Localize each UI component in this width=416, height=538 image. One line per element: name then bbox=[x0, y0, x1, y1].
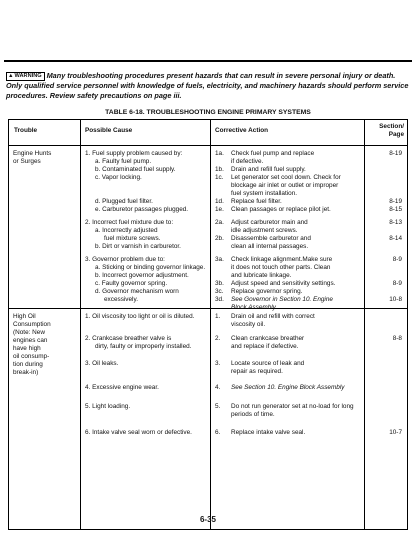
table-caption: TABLE 6-18. TROUBLESHOOTING ENGINE PRIMARY SYSTEMS bbox=[105, 109, 311, 116]
trouble-text: or Surges bbox=[13, 158, 41, 165]
action-text: Locate source of leak and bbox=[231, 360, 305, 367]
action-id: 4. bbox=[215, 384, 221, 391]
action-id: 1a. bbox=[215, 150, 224, 157]
header-page: Page bbox=[388, 131, 404, 138]
action-text: blockage air inlet or outlet or improper bbox=[231, 182, 339, 189]
cause-item: excessively. bbox=[104, 296, 138, 303]
cause-item: d. Governor mechanism worn bbox=[95, 288, 179, 295]
header-possible-cause: Possible Cause bbox=[85, 127, 133, 134]
action-text: Check fuel pump and replace bbox=[231, 150, 315, 157]
action-id: 1e. bbox=[215, 206, 224, 213]
cause-item: a. Sticking or binding governor linkage. bbox=[95, 264, 206, 271]
trouble-text: break-in) bbox=[13, 369, 39, 376]
warning-badge-label: WARNING bbox=[14, 73, 42, 79]
cause-item: 1. Fuel supply problem caused by: bbox=[85, 150, 183, 157]
action-id: 1. bbox=[215, 313, 221, 320]
warning-text: Many troubleshooting procedures present hazards that can result in severe personal injury or death. Only qualified service personnel with knowledge of fuels, electricity, and machinery hazards should perform service procedures. Review safety precautions on page iii. bbox=[6, 71, 409, 100]
cause-item: 2. Incorrect fuel mixture due to: bbox=[85, 219, 174, 226]
trouble-text: engines can bbox=[13, 337, 48, 344]
action-id: 2. bbox=[215, 335, 221, 342]
action-text: repair as required. bbox=[231, 368, 283, 375]
action-id: 3b. bbox=[215, 280, 224, 287]
action-text: Check linkage alignment.Make sure bbox=[231, 256, 333, 263]
action-text: Adjust carburetor main and bbox=[231, 219, 308, 226]
action-text: Replace fuel filter. bbox=[231, 198, 282, 205]
action-text: Drain oil and refill with correct bbox=[231, 313, 315, 320]
cause-item: 3. Oil leaks. bbox=[85, 360, 119, 367]
section-page: 8-15 bbox=[389, 206, 402, 213]
warning-badge bbox=[6, 72, 45, 81]
action-text: Clean crankcase breather bbox=[231, 335, 305, 342]
section-page: 8-19 bbox=[389, 198, 402, 205]
action-text: See Governor in Section 10. Engine bbox=[231, 296, 333, 303]
action-id: 6. bbox=[215, 429, 221, 436]
action-text: idle adjustment screws. bbox=[231, 227, 298, 234]
row-divider bbox=[9, 308, 407, 309]
cause-item: 6. Intake valve seal worn or defective. bbox=[85, 429, 192, 436]
action-id: 1d. bbox=[215, 198, 224, 205]
cause-item: b. Dirt or varnish in carburetor. bbox=[95, 243, 181, 250]
top-rule bbox=[4, 60, 412, 62]
action-id: 5. bbox=[215, 403, 221, 410]
action-text: Adjust speed and sensitivity settings. bbox=[231, 280, 336, 287]
cause-item: e. Carburetor passages plugged. bbox=[95, 206, 189, 213]
action-text: Replace governor spring. bbox=[231, 288, 303, 295]
section-page: 8-14 bbox=[389, 235, 402, 242]
action-text: viscosity oil. bbox=[231, 321, 266, 328]
cause-item: a. Incorrectly adjusted bbox=[95, 227, 158, 234]
trouble-text: tion during bbox=[13, 361, 43, 368]
action-id: 2b. bbox=[215, 235, 224, 242]
section-page: 10-7 bbox=[389, 429, 402, 436]
action-text: and lubricate linkage. bbox=[231, 272, 292, 279]
header-trouble: Trouble bbox=[14, 127, 38, 134]
action-text: See Section 10. Engine Block Assembly bbox=[231, 384, 345, 391]
action-id: 1c. bbox=[215, 174, 224, 181]
trouble-text: Consumption bbox=[13, 321, 51, 328]
trouble-text: oil consump- bbox=[13, 353, 50, 360]
section-page: 10-8 bbox=[389, 296, 402, 303]
action-text: Do not run generator set at no-load for long bbox=[231, 403, 354, 410]
action-id: 3d. bbox=[215, 296, 224, 303]
column-divider bbox=[80, 120, 81, 529]
column-divider bbox=[210, 120, 211, 529]
section-page: 8-13 bbox=[389, 219, 402, 226]
section-page: 8-9 bbox=[392, 256, 402, 263]
action-text: and replace if defective. bbox=[231, 343, 299, 350]
action-text: Let generator set cool down. Check for bbox=[231, 174, 341, 181]
action-text: Replace intake valve seal. bbox=[231, 429, 306, 436]
warning-triangle-icon: ▲ bbox=[8, 73, 14, 79]
section-page: 8-19 bbox=[389, 150, 402, 157]
action-text: clean all internal passages. bbox=[231, 243, 309, 250]
trouble-text: have high bbox=[13, 345, 41, 352]
action-text: Clean passages or replace pilot jet. bbox=[231, 206, 331, 213]
cause-item: a. Faulty fuel pump. bbox=[95, 158, 152, 165]
header-rule bbox=[9, 145, 407, 146]
action-id: 1b. bbox=[215, 166, 224, 173]
trouble-text: Engine Hunts bbox=[13, 150, 52, 157]
trouble-text: High Oil bbox=[13, 313, 36, 320]
cause-item: 3. Governor problem due to: bbox=[85, 256, 165, 263]
cause-item: d. Plugged fuel filter. bbox=[95, 198, 153, 205]
section-page: 8-9 bbox=[392, 280, 402, 287]
column-divider bbox=[364, 120, 365, 529]
header-section: Section/ bbox=[379, 123, 404, 130]
cause-item: dirty, faulty or improperly installed. bbox=[95, 343, 192, 350]
cause-item: c. Vapor locking. bbox=[95, 174, 142, 181]
action-text: if defective. bbox=[231, 158, 264, 165]
header-corrective-action: Corrective Action bbox=[215, 127, 269, 134]
page-number: 6-35 bbox=[199, 515, 216, 524]
action-id: 2a. bbox=[215, 219, 224, 226]
cause-item: b. Incorrect governor adjustment. bbox=[95, 272, 189, 279]
cause-item: 5. Light loading. bbox=[85, 403, 131, 410]
action-id: 3. bbox=[215, 360, 221, 367]
action-text: it does not touch other parts. Clean bbox=[231, 264, 331, 271]
trouble-text: (Note: New bbox=[13, 329, 45, 336]
action-id: 3a. bbox=[215, 256, 224, 263]
action-text: Disassemble carburetor and bbox=[231, 235, 311, 242]
section-page: 8-8 bbox=[392, 335, 402, 342]
action-text: periods of time. bbox=[231, 411, 275, 418]
action-text: Block Assembly. bbox=[231, 304, 278, 311]
cause-item: b. Contaminated fuel supply. bbox=[95, 166, 176, 173]
cause-item: 4. Excessive engine wear. bbox=[85, 384, 159, 391]
troubleshooting-table bbox=[8, 119, 408, 530]
cause-item: fuel mixture screws. bbox=[104, 235, 161, 242]
cause-item: 2. Crankcase breather valve is bbox=[85, 335, 172, 342]
action-text: fuel system installation. bbox=[231, 190, 298, 197]
cause-item: c. Faulty governor spring. bbox=[95, 280, 168, 287]
action-id: 3c. bbox=[215, 288, 224, 295]
action-text: Drain and refill fuel supply. bbox=[231, 166, 306, 173]
warning-notice bbox=[6, 71, 410, 101]
cause-item: 1. Oil viscosity too light or oil is diluted. bbox=[85, 313, 195, 320]
